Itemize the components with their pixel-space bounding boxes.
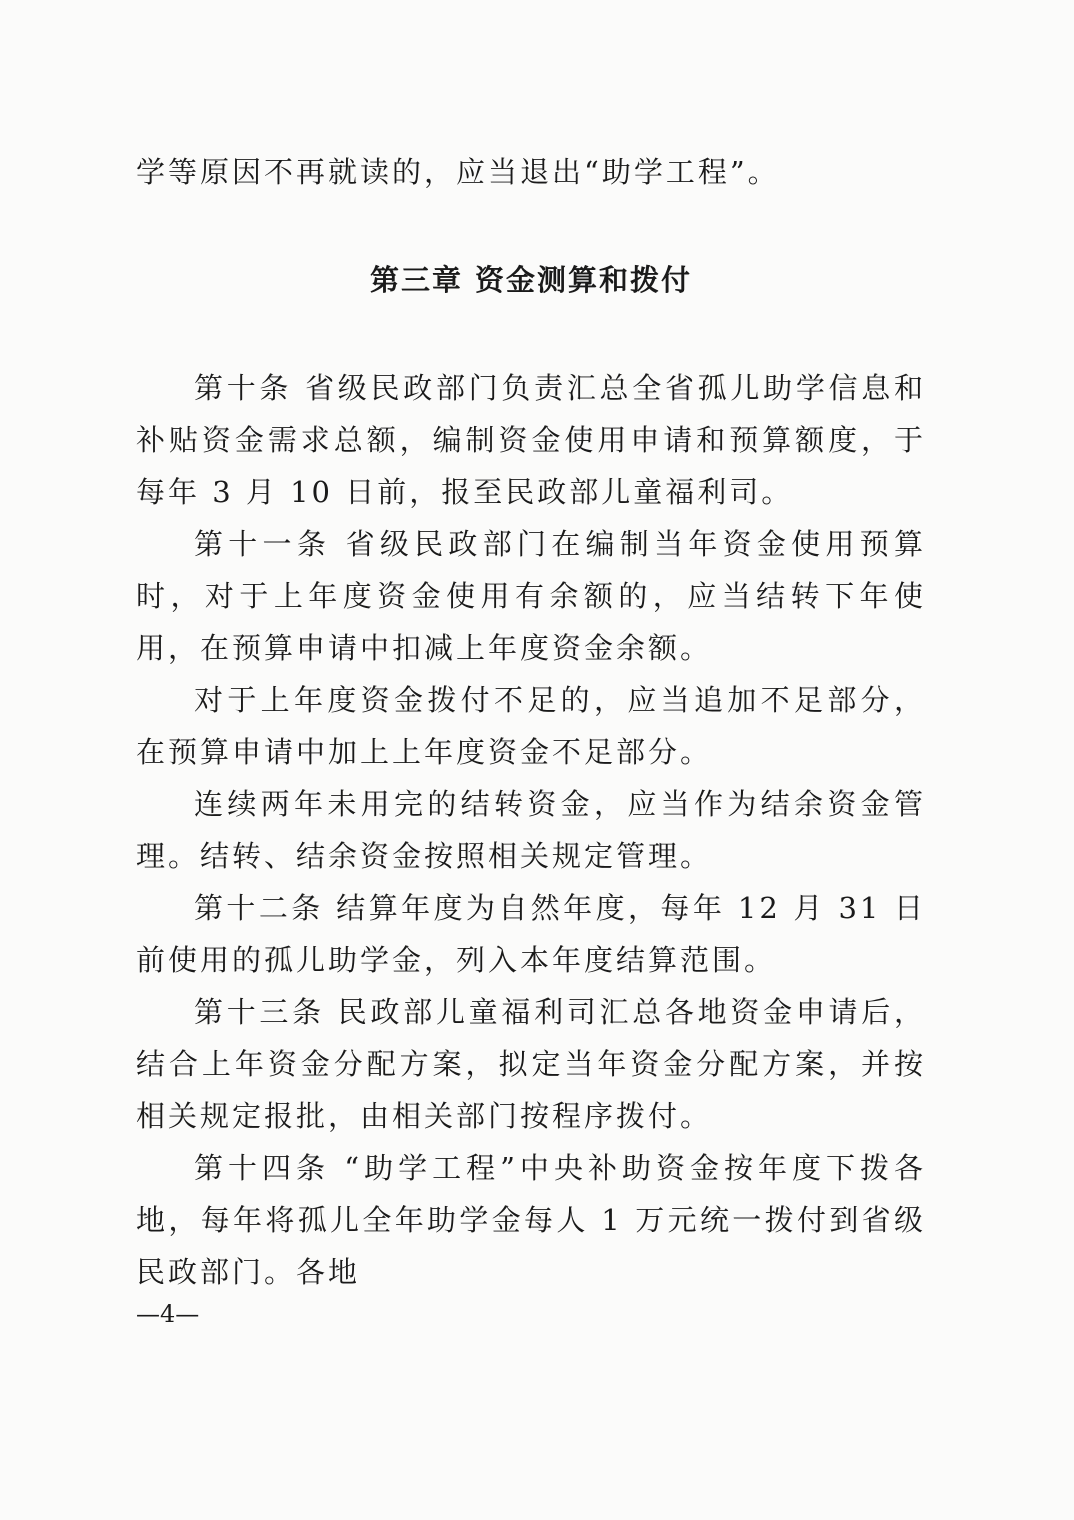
article-11: 第十一条 省级民政部门在编制当年资金使用预算时，对于上年度资金使用有余额的，应当结转下年使用，在预算申请中扣减上年度资金余额。 [136,527,926,665]
article-12: 第十二条 结算年度为自然年度，每年 12 月 31 日前使用的孤儿助学金，列入本年度结算范围。 [136,891,926,977]
chapter-title: 第三章 资金测算和拨付 [369,263,693,297]
document-body [136,146,926,1298]
article-10: 第十条 省级民政部门负责汇总全省孤儿助学信息和补贴资金需求总额，编制资金使用申请和预算额度，于每年 3 月 10 日前，报至民政部儿童福利司。 [136,371,926,509]
article-13: 第十三条 民政部儿童福利司汇总各地资金申请后，结合上年资金分配方案，拟定当年资金分配方案，并按相关规定报批，由相关部门按程序拨付。 [136,995,926,1133]
page-number: —4— [136,1300,200,1328]
article-11-para-2: 对于上年度资金拨付不足的，应当追加不足部分，在预算申请中加上上年度资金不足部分。 [136,683,926,769]
article-14: 第十四条 “助学工程”中央补助资金按年度下拨各地，每年将孤儿全年助学金每人 1 万元统一拨付到省级民政部门。各地 [136,1151,926,1289]
article-11-para-3: 连续两年未用完的结转资金，应当作为结余资金管理。结转、结余资金按照相关规定管理。 [136,787,926,873]
continuation-line: 学等原因不再就读的，应当退出“助学工程”。 [136,155,780,189]
